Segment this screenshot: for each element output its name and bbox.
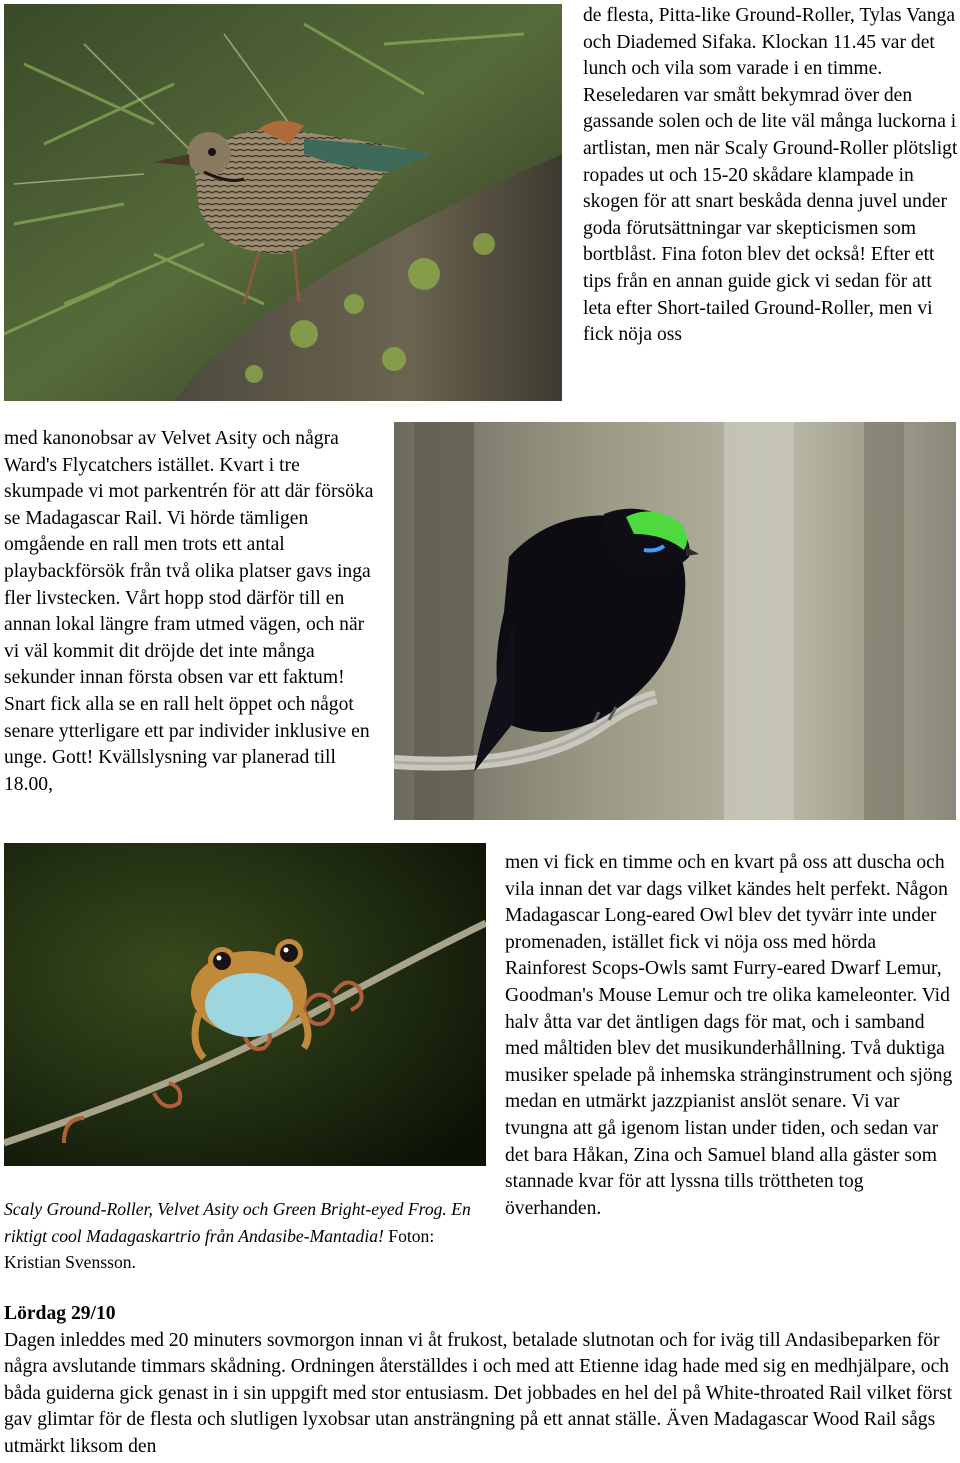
article-text-part-3: men vi fick en timme och en kvart på oss att duscha och vila innan det var dags vilket kändes helt perfekt. Någon Madagascar Long-eared Owl blev det tyvärr inte under promenaden, istället fick vi nöja oss med hörda Rainforest Scops-Owls samt Furry-eared Dwarf Lemur, Goodman's Mouse Lemur och tre olika kameleonter. Vid halv åtta var det äntligen dags för mat, och i samband med måltiden blev det musikunderhållning. Två duktiga musiker spelade på inhemska stränginstrument och sjöng medan en utmärkt jazzpianist anslöt senare. Vi var tvungna att gå igenom listan under tiden, och sedan var det bara Håkan, Zina och Samuel bland alla gäster som stannade kvar för att lyssna tills tröttheten tog överhanden.: [505, 852, 953, 1219]
article-text-part-1: de flesta, Pitta-like Ground-Roller, Tylas Vanga och Diademed Sifaka. Klockan 11.45 var det lunch och vila som varade i en timme. Reseledaren var smått bekymrad över den gassande solen och de lite väl många luckorna i artlistan, men när Scaly Ground-Roller plötsligt ropades ut och 15-20 skådare klampade in skogen för att snart beskåda denna juvel under goda förutsättningar var skepticismen som bortblåst. Fina foton blev det också! Efter ett tips från en annan guide gick vi sedan för att leta efter Short-tailed Ground-Roller, men vi fick nöja oss: [583, 5, 958, 346]
caption-credit: Foton: Kristian Svensson.: [4, 1225, 435, 1273]
caption-italic: Scaly Ground-Roller, Velvet Asity och Green Bright-eyed Frog. En riktigt cool Madagaskartrio från Andasibe-Mantadia!: [4, 1199, 471, 1246]
day-text: Dagen inleddes med 20 minuters sovmorgon innan vi åt frukost, betalade slutnotan och for iväg till Andasibeparken för några avslutande timmars skådning. Ordningen återställdes i och med att Etienne idag hade med sig en medhjälpare, och båda guiderna gick genast in i sin uppgift med stor entusiasm. Det jobbades en hel del på White-throated Rail vilket först gav glimtar för de flesta och slutligen lyxobsar utan ansträngning på ett annat ställe. Även Madagascar Wood Rail sågs utmärkt liksom den: [4, 1329, 953, 1457]
article-text-part-2: med kanonobsar av Velvet Asity och några Ward's Flycatchers istället. Kvart i tre skumpade vi mot parkentrén för att där försöka se Madagascar Rail. Vi hörde tämligen omgående en rall men trots ett antal playbackförsök från två olika platser gavs inga fler livstecken. Vårt hopp stod därför till en annan lokal längre fram utmed vägen, och när vi väl kommit dit dröjde det inte många sekunder innan första obsen var ett faktum! Snart fick alla se en rall helt öppet och något senare ytterligare ett par individer inklusive en unge. Gott! Kvällslysning var planerad till 18.00,: [4, 428, 374, 795]
scaly-ground-roller-photo: [4, 4, 562, 401]
green-bright-eyed-frog-photo: [4, 843, 486, 1166]
velvet-asity-photo: [394, 422, 956, 820]
ground-roller-illustration: [4, 4, 562, 401]
day-section: [4, 1301, 959, 1461]
day-heading: Lördag 29/10: [4, 1303, 116, 1324]
photo-caption: [4, 1196, 494, 1276]
frog-illustration: [4, 843, 486, 1166]
velvet-asity-illustration: [394, 422, 956, 820]
